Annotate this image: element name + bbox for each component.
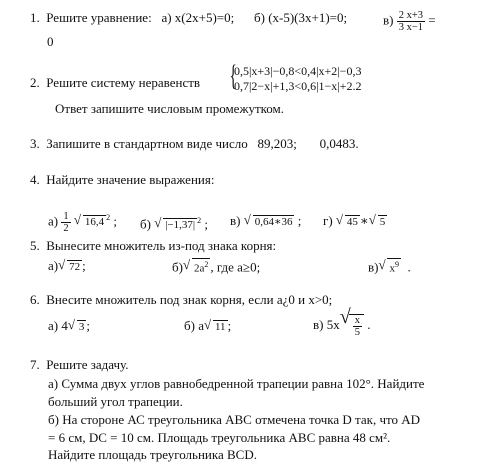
task-number: 1. <box>30 10 40 25</box>
radical-icon: √ <box>243 212 251 227</box>
task-number: 5. <box>30 238 40 253</box>
task-text: Запишите в стандартном виде число <box>46 136 248 151</box>
sqrt: √ 5 <box>368 212 386 228</box>
task-2 <box>30 75 200 90</box>
inequality-row-1: 0,5|x+3|−0,8<0,4|x+2|−0,3 <box>234 64 362 78</box>
task-1-continuation: 0 <box>47 34 54 49</box>
task-1a: а) x(2x+5)=0; <box>161 10 235 25</box>
task-4b: б) √ |−1,37| $^2$ ; <box>140 215 208 232</box>
task-6a: а) 4 √ 3 ; <box>48 317 90 333</box>
sqrt: √ 72 <box>58 257 81 273</box>
task-6 <box>30 292 332 307</box>
task-1b: б) (x-5)(3x+1)=0; <box>254 10 348 25</box>
task-7 <box>30 357 129 372</box>
fraction: $\frac{2 x+3}{3 x-1}$ <box>398 10 424 33</box>
task-text: Вынесите множитель из-под знака корня: <box>46 238 277 253</box>
task-1c: в) $\frac{2 x+3}{3 x-1}$ = <box>383 10 436 33</box>
sqrt: √ 16,4 <box>73 212 105 229</box>
fraction: $\frac{x}{5}$ <box>354 315 360 338</box>
task-7-line-3: б) На стороне АС треугольника АВС отмечена точка D так, что AD <box>48 412 421 427</box>
task-5a: а) √ 72 ; <box>48 257 86 273</box>
value-2: 0,0483. <box>319 136 359 151</box>
sqrt: √ 3 <box>67 317 85 333</box>
fraction: $\frac{1}{2}$ <box>63 210 69 234</box>
task-5b: б) √ $2a^2$ , где a≥0; <box>172 257 261 275</box>
task-7-line-5: Найдите площадь треугольника BCD. <box>48 447 257 462</box>
system-of-inequalities <box>229 59 362 94</box>
task-5 <box>30 238 276 253</box>
task-5c: в) √ $x^9$ . <box>368 257 411 275</box>
task-7-line-2: больший угол трапеции. <box>48 394 183 409</box>
task-4c: в) √ 0,64∗36 ; <box>230 212 302 228</box>
task-7-line-1: а) Сумма двух углов равнобедренной трапеции равна 102°. Найдите <box>48 376 425 391</box>
radical-icon: √ <box>368 212 376 227</box>
task-number: 4. <box>30 172 40 187</box>
task-7-line-4: = 6 см, DC = 10 см. Площадь треугольника АВС равна 48 см². <box>48 430 391 445</box>
task-1 <box>30 10 234 25</box>
radical-icon: √ <box>182 257 191 272</box>
task-4a: а) $\frac{1}{2}$ √ 16,4 $^2$ ; <box>48 210 117 234</box>
radical-icon: √ <box>154 215 162 231</box>
value-1: 89,203; <box>257 136 297 151</box>
task-6b: б) a √ 11 ; <box>184 317 232 333</box>
task-4 <box>30 172 214 187</box>
task-text: Внесите множитель под знак корня, если a¿0 и x>0; <box>46 292 333 307</box>
task-4d: г) √ 45 ∗ √ 5 <box>323 212 386 228</box>
task-text: Найдите значение выражения: <box>46 172 215 187</box>
sqrt: √ 11 <box>203 317 226 333</box>
task-6c: в) 5x √ $\frac{x}{5}$ . <box>313 306 371 338</box>
radical-icon: √ <box>73 212 81 228</box>
radical-icon: √ <box>378 257 386 272</box>
sqrt: √ 45 <box>335 212 358 228</box>
task-3 <box>30 136 359 151</box>
radical-icon: √ <box>67 317 75 332</box>
sqrt: √ $2a^2$ <box>182 257 209 275</box>
task-number: 3. <box>30 136 40 151</box>
task-number: 2. <box>30 75 40 90</box>
brace-icon: { <box>229 59 237 92</box>
inequality-row-2: 0,7|2−x|+1,3<0,6|1−x|+2.2 <box>234 79 362 93</box>
radical-icon: √ <box>335 212 344 227</box>
task-number: 7. <box>30 357 40 372</box>
task-text: Решите уравнение: <box>46 10 152 25</box>
sqrt <box>339 306 364 338</box>
task-number: 6. <box>30 292 40 307</box>
sqrt: √ $x^9$ <box>378 257 399 275</box>
radical-icon: √ <box>58 257 66 272</box>
sqrt: √ |−1,37| <box>154 215 196 232</box>
radical-icon: √ <box>203 317 212 332</box>
task-text: Решите задачу. <box>46 357 129 372</box>
task-text: Решите систему неравенств <box>46 75 201 90</box>
radical-icon: √ <box>339 306 351 328</box>
sqrt: √ 0,64∗36 <box>243 212 293 228</box>
task-2-answer-note: Ответ запишите числовым промежутком. <box>55 101 285 116</box>
